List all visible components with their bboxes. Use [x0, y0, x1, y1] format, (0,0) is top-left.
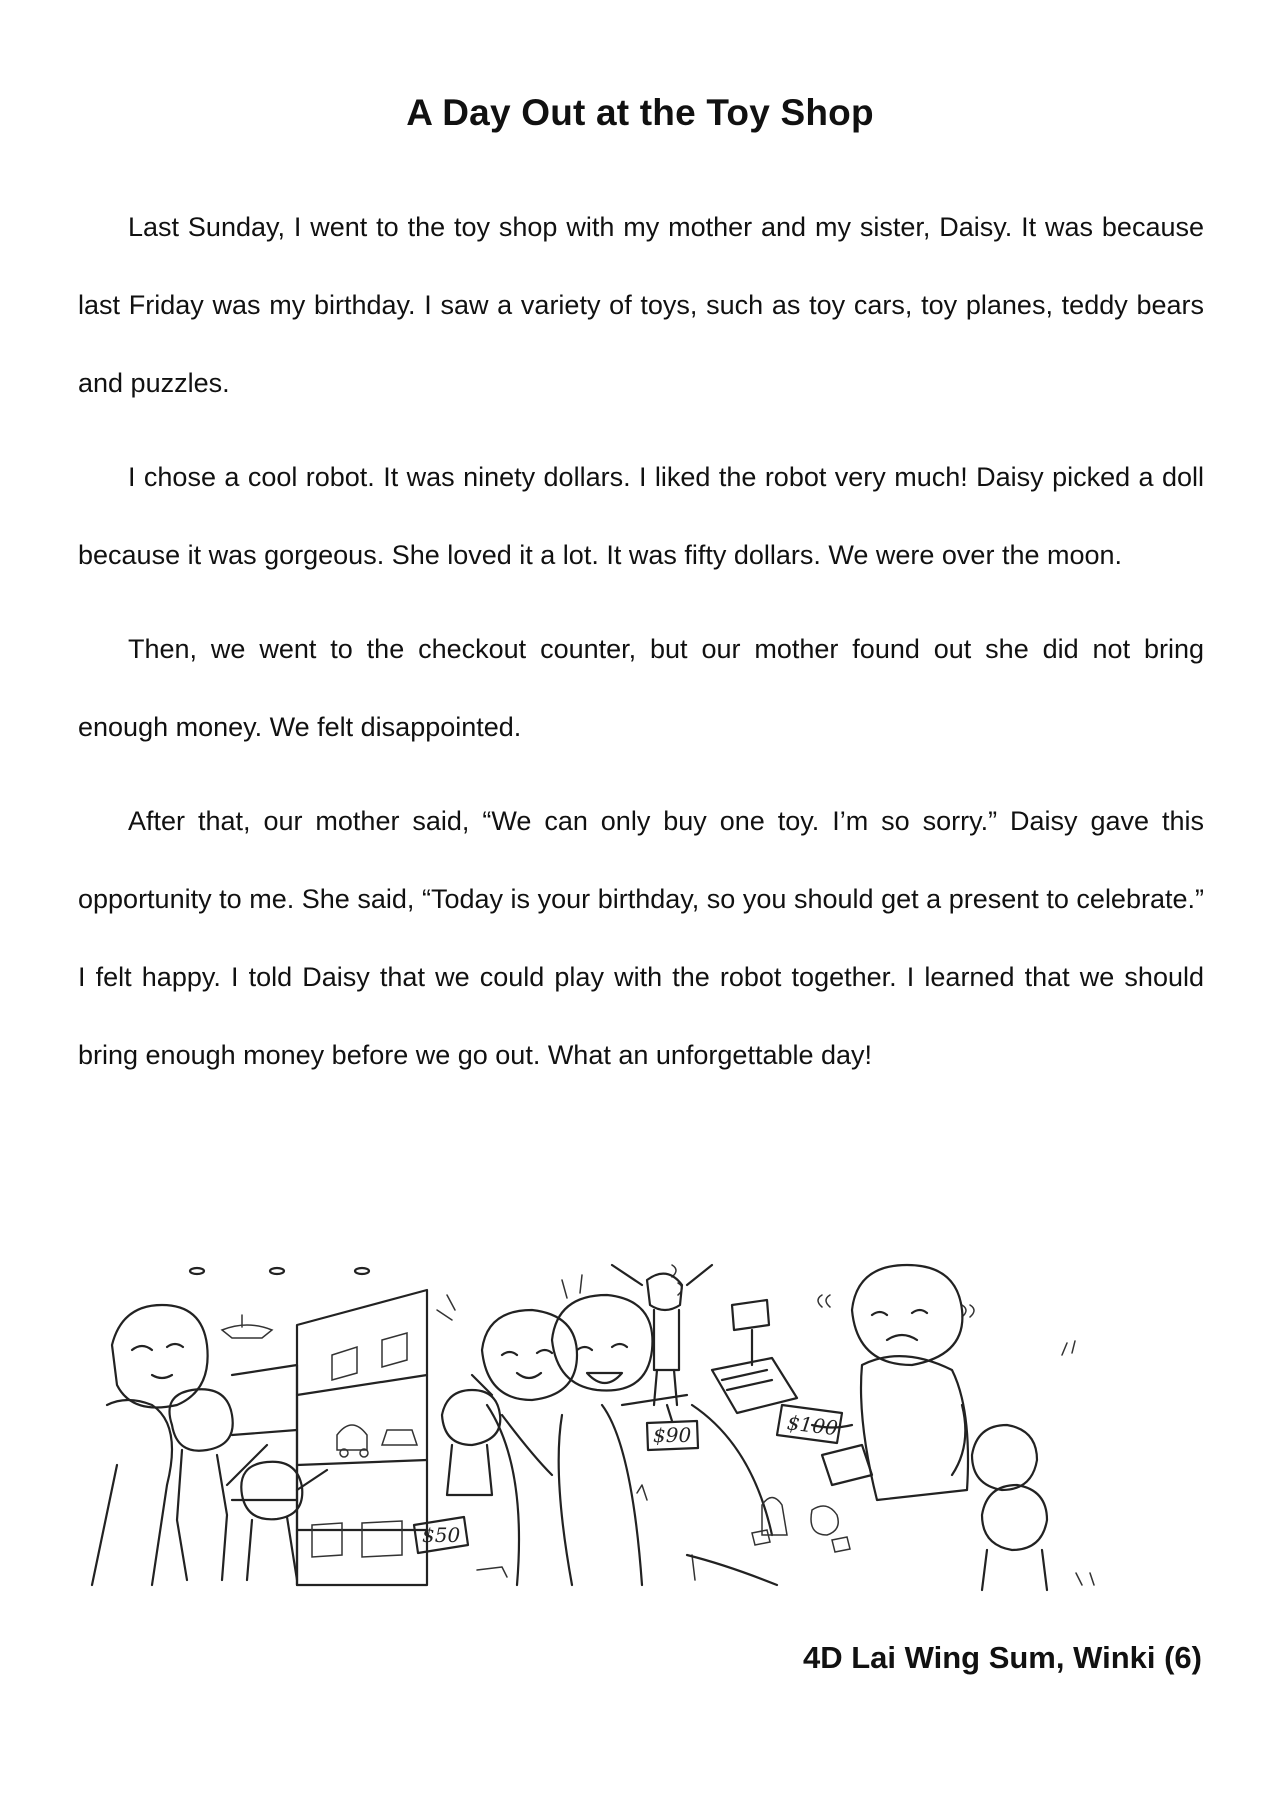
- doll-and-robot-scene-illustration: [414, 1265, 712, 1585]
- page-title: A Day Out at the Toy Shop: [406, 92, 874, 133]
- author-signature: 4D Lai Wing Sum, Winki (6): [802, 1640, 1202, 1675]
- price-tag-50: [414, 1517, 468, 1553]
- illustration-strip: [82, 1255, 1182, 1600]
- price-tag-100: [777, 1405, 842, 1443]
- price-tag-90: [647, 1405, 698, 1450]
- price-tag-50-label: $50: [422, 1523, 461, 1547]
- checkout-counter-scene-illustration: [687, 1265, 1094, 1590]
- price-tag-90-label: $90: [653, 1423, 692, 1447]
- paragraph-2: I chose a cool robot. It was ninety dollars. I liked the robot very much! Daisy picked a doll because it was gorgeous. She loved it a lot. It was fifty dollars. We were over the moon.: [78, 462, 1204, 570]
- toy-shop-scene-illustration: [92, 1268, 427, 1585]
- story-body: [78, 188, 1204, 1110]
- paragraph-1: Last Sunday, I went to the toy shop with my mother and my sister, Daisy. It was because last Friday was my birthday. I saw a variety of toys, such as toy cars, toy planes, teddy bears and puzzles.: [78, 212, 1204, 398]
- paragraph-3: Then, we went to the checkout counter, but our mother found out she did not bring enough money. We felt disappointed.: [78, 634, 1204, 742]
- price-tag-100-label: $100: [785, 1410, 840, 1441]
- paragraph-4: After that, our mother said, “We can only buy one toy. I’m so sorry.” Daisy gave this opportunity to me. She said, “Today is your birthday, so you should get a present to celebrate.” I felt happy. I told Daisy that we could play with the robot together. I learned that we should bring enough money before we go out. What an unforgettable day!: [78, 806, 1204, 1070]
